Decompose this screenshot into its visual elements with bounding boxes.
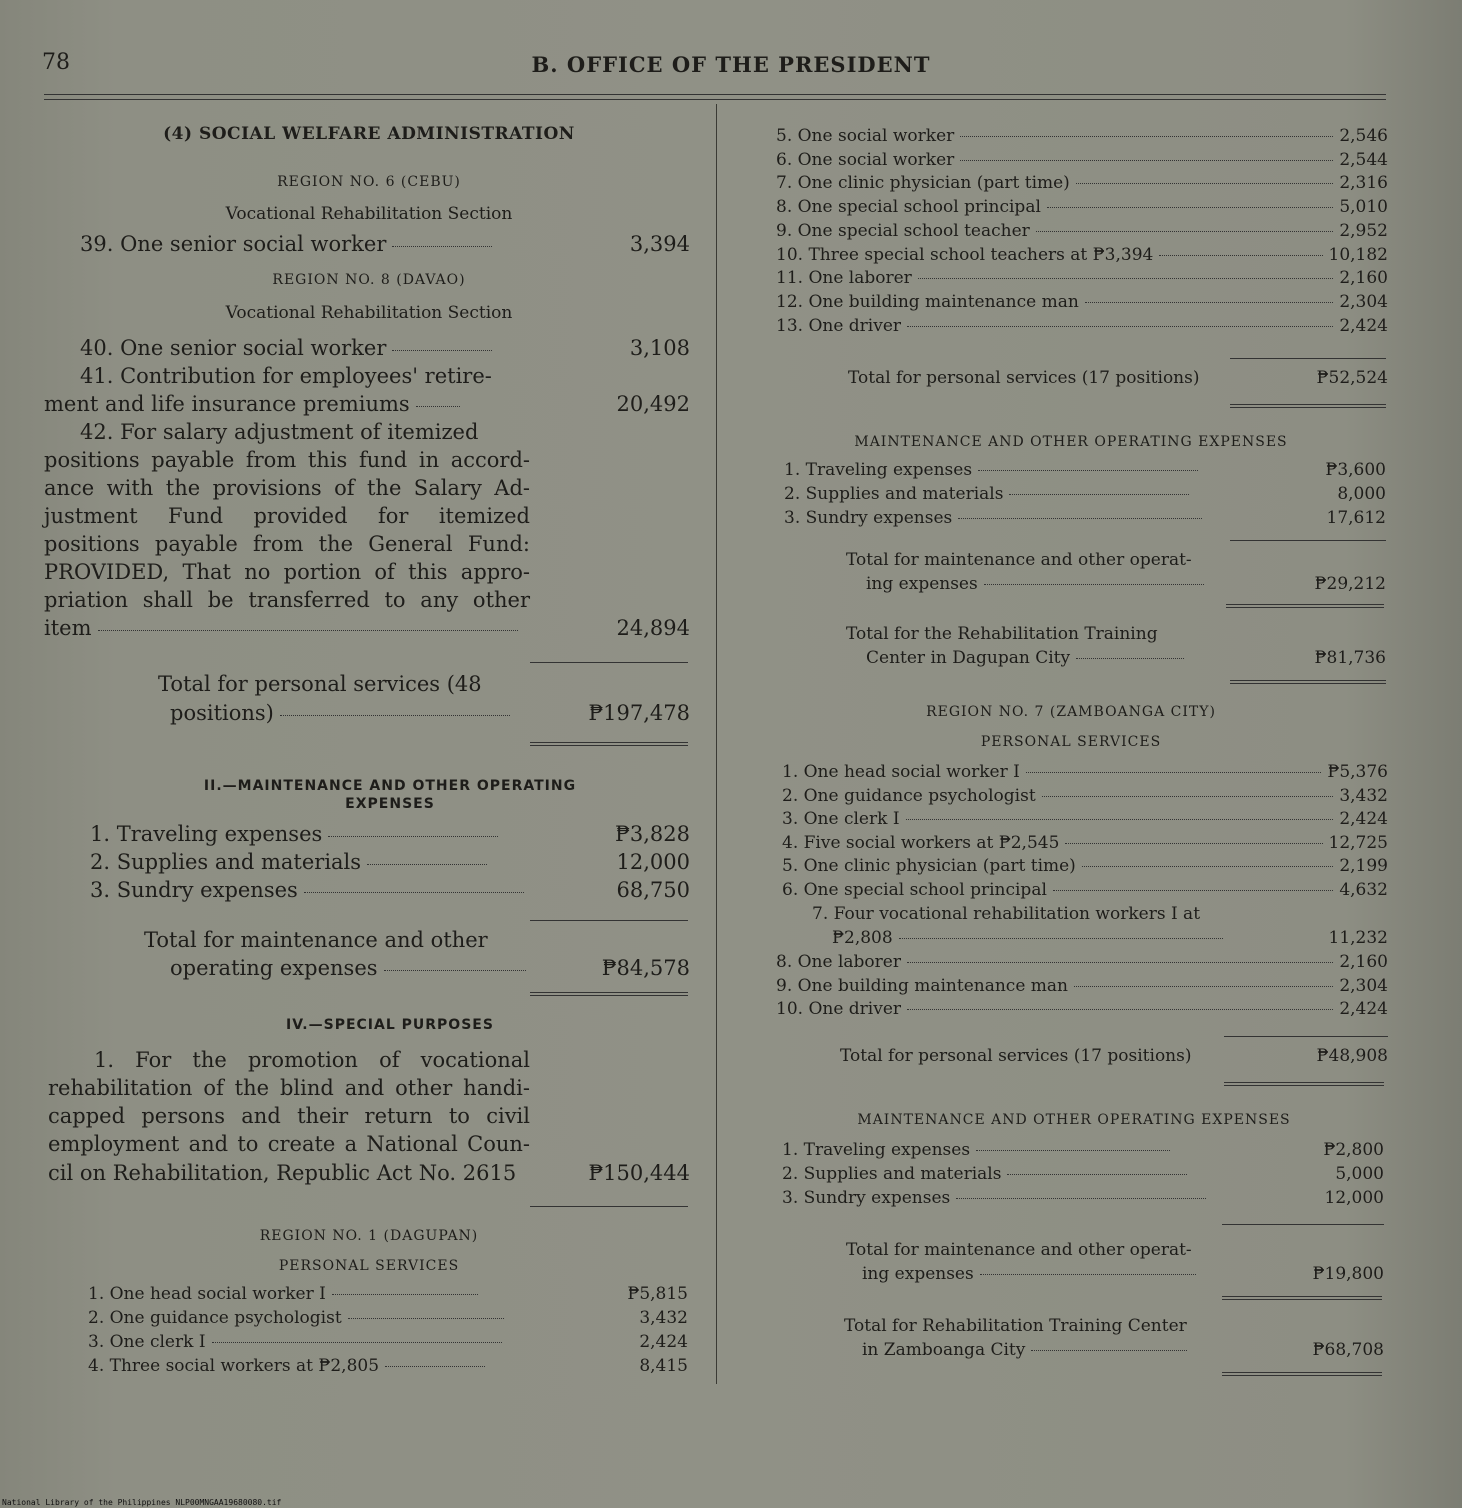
r1-item-cont-7: 11. One laborer 2,160 xyxy=(776,268,1388,289)
item-42-last: item 24,894 xyxy=(44,616,690,640)
r7-item-b-2: 9. One building maintenance man 2,304 xyxy=(776,975,1388,996)
r7-item-4: 4. Five social workers at ₱2,545 12,725 xyxy=(782,832,1388,853)
r7-total-ps: Total for personal services (17 positions) ₱48,908 xyxy=(840,1046,1388,1066)
page-number: 78 xyxy=(42,50,70,75)
header-rule-top xyxy=(44,94,1386,95)
r7-item-3: 3. One clerk I 2,424 xyxy=(782,809,1388,829)
r7-personal-services-heading: PERSONAL SERVICES xyxy=(980,734,1162,750)
r7-total-center-line1: Total for Rehabilitation Training Center xyxy=(844,1316,1187,1336)
item-41-line1: 41. Contribution for employees' retire- xyxy=(80,364,492,388)
r1-item-2: 2. One guidance psychologist 3,432 xyxy=(88,1308,688,1328)
region-6-heading: REGION NO. 6 (CEBU) xyxy=(277,174,461,190)
item-40: 40. One senior social worker 3,108 xyxy=(80,336,690,360)
special-purposes-last: cil on Rehabilitation, Republic Act No. 2615 ₱150,444 xyxy=(48,1161,690,1185)
r7-moe-1: 1. Traveling expenses ₱2,800 xyxy=(782,1140,1384,1160)
r7-item-b-1: 8. One laborer 2,160 xyxy=(776,952,1388,972)
total-ps-line1: Total for personal services (48 xyxy=(158,672,482,696)
item-39: 39. One senior social worker 3,394 xyxy=(80,232,690,256)
r1-item-cont-1: 5. One social worker 2,546 xyxy=(776,126,1388,146)
r1-item-cont-8: 12. One building maintenance man 2,304 xyxy=(776,291,1388,312)
section-title: (4) SOCIAL WELFARE ADMINISTRATION xyxy=(163,124,575,144)
r7-moe-3: 3. Sundry expenses 12,000 xyxy=(782,1188,1384,1208)
total-moe-line2: operating expenses ₱84,578 xyxy=(170,956,690,980)
r1-item-cont-6: 10. Three special school teachers at ₱3,394 10,182 xyxy=(776,244,1388,265)
r7-item-6: 6. One special school principal 4,632 xyxy=(782,879,1388,900)
region-8-heading: REGION NO. 8 (DAVAO) xyxy=(272,272,466,288)
moe-title: II.—MAINTENANCE AND OTHER OPERATING xyxy=(203,778,577,794)
r1-item-3: 3. One clerk I 2,424 xyxy=(88,1332,688,1352)
page-header: B. OFFICE OF THE PRESIDENT xyxy=(531,52,931,77)
r1-item-cont-5: 9. One special school teacher 2,952 xyxy=(776,220,1388,241)
r1-total-moe-line1: Total for maintenance and other operat- xyxy=(846,550,1192,570)
r1-total-center-line1: Total for the Rehabilitation Training xyxy=(846,624,1158,644)
moe-item-3: 3. Sundry expenses 68,750 xyxy=(90,878,690,902)
r1-moe-1: 1. Traveling expenses ₱3,600 xyxy=(784,460,1386,480)
item-42-text: 42. For salary adjustment of itemized positions payable from this fund in accord- ance with the provisions of the Salary Ad- justment Fund provided for itemized positions payable from the General Fund: PROVIDED, That no portion of this appro- priation shall be transferred to any other xyxy=(44,420,530,612)
total-ps-line2: positions) ₱197,478 xyxy=(170,701,690,725)
r1-moe-3: 3. Sundry expenses 17,612 xyxy=(784,508,1386,528)
column-divider xyxy=(716,104,717,1384)
special-purposes-title: IV.—SPECIAL PURPOSES xyxy=(286,1017,494,1033)
r7-item-5: 5. One clinic physician (part time) 2,199 xyxy=(782,856,1388,876)
r1-total-moe-line2: ing expenses ₱29,212 xyxy=(866,574,1386,594)
r1-item-cont-2: 6. One social worker 2,544 xyxy=(776,149,1388,170)
region-7-heading: REGION NO. 7 (ZAMBOANGA CITY) xyxy=(926,704,1216,720)
r1-item-4: 4. Three social workers at ₱2,805 8,415 xyxy=(88,1356,688,1376)
r7-moe-2: 2. Supplies and materials 5,000 xyxy=(782,1164,1384,1184)
total-moe-line1: Total for maintenance and other xyxy=(144,928,488,952)
moe-title-2: EXPENSES xyxy=(345,796,435,812)
r7-item-2: 2. One guidance psychologist 3,432 xyxy=(782,785,1388,806)
r7-item-7-line2: ₱2,808 11,232 xyxy=(832,928,1388,948)
r7-total-moe-line1: Total for maintenance and other operat- xyxy=(846,1240,1192,1260)
r1-moe-title: MAINTENANCE AND OTHER OPERATING EXPENSES xyxy=(854,434,1288,450)
item-41-line2: ment and life insurance premiums 20,492 xyxy=(44,392,690,416)
r7-total-moe-line2: ing expenses ₱19,800 xyxy=(862,1264,1384,1284)
r1-item-1: 1. One head social worker I ₱5,815 xyxy=(88,1284,688,1304)
special-purposes-text: 1. For the promotion of vocational rehabilitation of the blind and other handi- capped persons and their return to civil employment and to create a National Coun- xyxy=(48,1048,530,1156)
r1-moe-2: 2. Supplies and materials 8,000 xyxy=(784,484,1386,504)
region-1-heading: REGION NO. 1 (DAGUPAN) xyxy=(259,1228,479,1244)
r7-item-7-line1: 7. Four vocational rehabilitation workers I at xyxy=(812,904,1201,924)
r7-total-center-line2: in Zamboanga City ₱68,708 xyxy=(862,1340,1384,1360)
r1-item-cont-9: 13. One driver 2,424 xyxy=(776,315,1388,336)
header-rule-bottom xyxy=(44,99,1386,100)
r7-moe-title: MAINTENANCE AND OTHER OPERATING EXPENSES xyxy=(857,1112,1291,1128)
voc-section-2: Vocational Rehabilitation Section xyxy=(225,303,513,323)
r1-item-cont-4: 8. One special school principal 5,010 xyxy=(776,197,1388,218)
r1-item-cont-3: 7. One clinic physician (part time) 2,316 xyxy=(776,173,1388,194)
scan-footer: National Library of the Philippines NLP00MNGAA19680080.tif xyxy=(2,1498,282,1507)
moe-item-2: 2. Supplies and materials 12,000 xyxy=(90,850,690,874)
r7-item-1: 1. One head social worker I ₱5,376 xyxy=(782,762,1388,782)
r1-total-ps: Total for personal services (17 positions) ₱52,524 xyxy=(848,368,1388,388)
r7-item-b-3: 10. One driver 2,424 xyxy=(776,999,1388,1019)
r1-total-center-line2: Center in Dagupan City ₱81,736 xyxy=(866,648,1386,668)
personal-services-heading: PERSONAL SERVICES xyxy=(278,1258,460,1274)
voc-section-1: Vocational Rehabilitation Section xyxy=(225,204,513,224)
moe-item-1: 1. Traveling expenses ₱3,828 xyxy=(90,822,690,846)
